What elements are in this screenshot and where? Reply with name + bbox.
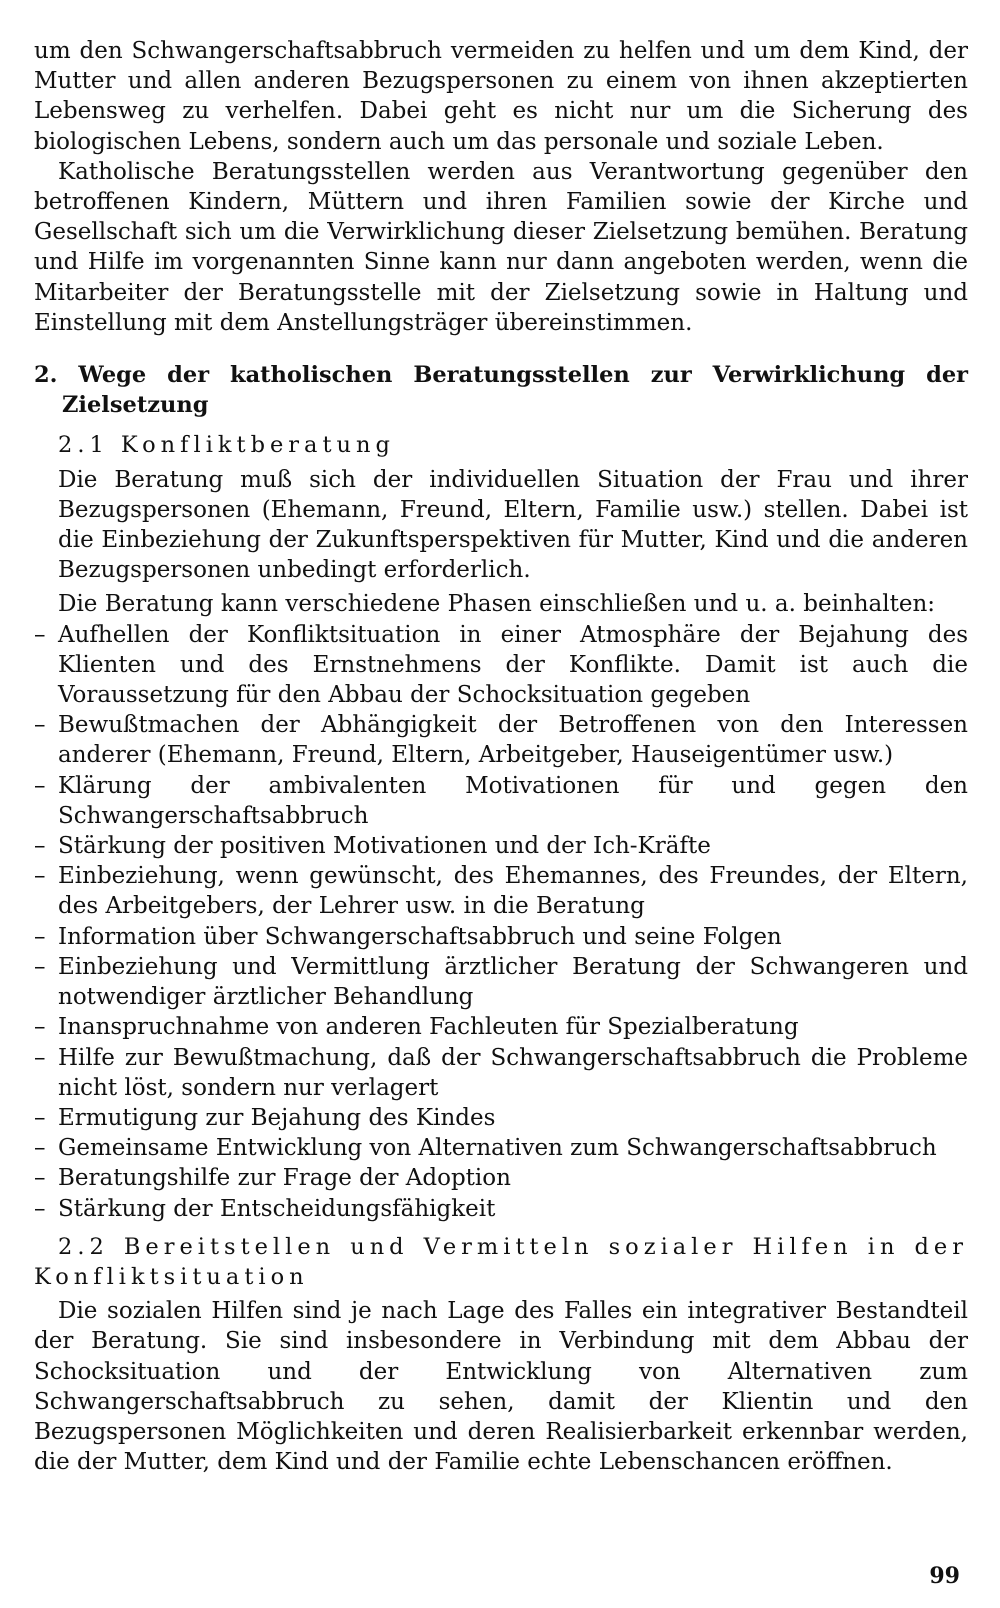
list-item (34, 952, 968, 1012)
section-2-1-paragraph-1 (34, 465, 968, 586)
list-item (34, 710, 968, 770)
page-number: 99 (929, 1563, 960, 1589)
dash-bullet: – (34, 1165, 46, 1192)
list-item-text: Bewußtmachen der Abhängigkeit der Betroffenen von den Interessen anderer (Ehemann, Freund, Eltern, Arbeitgeber, Hauseigentümer usw.) (58, 712, 968, 769)
list-item (34, 771, 968, 831)
dash-bullet: – (34, 1195, 46, 1222)
list-item-text: Ermutigung zur Bejahung des Kindes (58, 1104, 496, 1131)
dash-bullet: – (34, 863, 46, 890)
dash-bullet: – (34, 1104, 46, 1131)
list-item-text: Stärkung der Entscheidungsfähigkeit (58, 1195, 496, 1222)
list-item-text: Information über Schwangerschaftsabbruch und seine Folgen (58, 923, 782, 950)
dash-bullet: – (34, 953, 46, 980)
dash-bullet: – (34, 621, 46, 648)
list-item (34, 620, 968, 711)
section-2-2-heading: 2.2 Bereitstellen und Vermitteln sozialer Hilfen in der Konfliktsituation (34, 1233, 968, 1290)
list-item-text: Stärkung der positiven Motivationen und der Ich-Kräfte (58, 833, 711, 860)
dash-bullet: – (34, 1044, 46, 1071)
list-item (34, 1194, 968, 1224)
list-item (34, 1103, 968, 1133)
dash-bullet: – (34, 712, 46, 739)
section-2-1-heading: 2.1 Konfliktberatung (58, 432, 395, 459)
dash-bullet: – (34, 772, 46, 799)
list-item-text: Einbeziehung, wenn gewünscht, des Ehemannes, des Freundes, der Eltern, des Arbeitgebers, der Lehrer usw. in die Beratung (58, 863, 968, 920)
counseling-phases-list (34, 620, 968, 1224)
list-item (34, 1043, 968, 1103)
list-item (34, 831, 968, 861)
list-item (34, 861, 968, 921)
dash-bullet: – (34, 1135, 46, 1162)
intro-paragraph-2: Katholische Beratungsstellen werden aus Verantwortung gegenüber den betroffenen Kindern, Müttern und ihren Familien sowie der Kirche und Gesellschaft sich um die Verwirklichung dieser Zielsetzung bemühen. Beratung und Hilfe im vorgenannten Sinne kann nur dann angeboten werden, wenn die Mitarbeiter der Beratungsstelle mit der Zielsetzung sowie in Haltung und Einstellung mit dem Anstellungsträger übereinstimmen. (34, 158, 968, 336)
list-item-text: Aufhellen der Konfliktsituation in einer Atmosphäre der Bejahung des Klienten und des Ernstnehmens der Konflikte. Damit ist auch die Voraussetzung für den Abbau der Schocksituation gegeben (58, 621, 968, 709)
section-2-heading: 2. Wege der katholischen Beratungsstellen zur Verwirklichung der Zielsetzung (34, 362, 968, 419)
list-item-text: Hilfe zur Bewußtmachung, daß der Schwangerschaftsabbruch die Probleme nicht löst, sondern nur verlagert (58, 1044, 968, 1101)
list-item (34, 1012, 968, 1042)
dash-bullet: – (34, 923, 46, 950)
section-2-1-paragraph-2: Die Beratung kann verschiedene Phasen einschließen und u. a. beinhalten: (58, 591, 936, 618)
section-2-2-paragraph: Die sozialen Hilfen sind je nach Lage des Falles ein integrativer Bestandteil der Beratung. Sie sind insbesondere in Verbindung mit dem Abbau der Schocksituation und der Entwicklung von Alternativen zum Schwangerschaftsabbruch zu sehen, damit der Klientin und den Bezugspersonen Möglichkeiten und deren Realisierbarkeit erkennbar werden, die der Mutter, dem Kind und der Familie echte Lebenschancen eröffnen. (34, 1298, 968, 1476)
list-item (34, 1133, 968, 1163)
list-item-text: Einbeziehung und Vermittlung ärztlicher Beratung der Schwangeren und notwendiger ärztlicher Behandlung (58, 953, 968, 1011)
intro-paragraph-1: um den Schwangerschaftsabbruch vermeiden zu helfen und um dem Kind, der Mutter und allen anderen Bezugspersonen zu einem von ihnen akzeptierten Lebensweg zu verhelfen. Dabei geht es nicht nur um die Sicherung des biologischen Lebens, sondern auch um das personale und soziale Leben. (34, 38, 968, 155)
dash-bullet: – (34, 833, 46, 860)
list-item-text: Gemeinsame Entwicklung von Alternativen zum Schwangerschaftsabbruch (58, 1135, 937, 1162)
list-item-text: Beratungshilfe zur Frage der Adoption (58, 1165, 511, 1192)
list-item-text: Klärung der ambivalenten Motivationen für und gegen den Schwangerschaftsabbruch (58, 772, 968, 829)
list-item (34, 1163, 968, 1193)
list-item (34, 922, 968, 952)
dash-bullet: – (34, 1014, 46, 1041)
list-item-text: Inanspruchnahme von anderen Fachleuten für Spezialberatung (58, 1014, 799, 1041)
section-2-1-paragraph-1-text: Die Beratung muß sich der individuellen Situation der Frau und ihrer Bezugspersonen (Ehemann, Freund, Eltern, Familie usw.) stellen. Dabei ist die Einbeziehung der Zukunftsperspektiven für Mutter, Kind und die anderen Bezugspersonen unbedingt erforderlich. (58, 466, 968, 584)
